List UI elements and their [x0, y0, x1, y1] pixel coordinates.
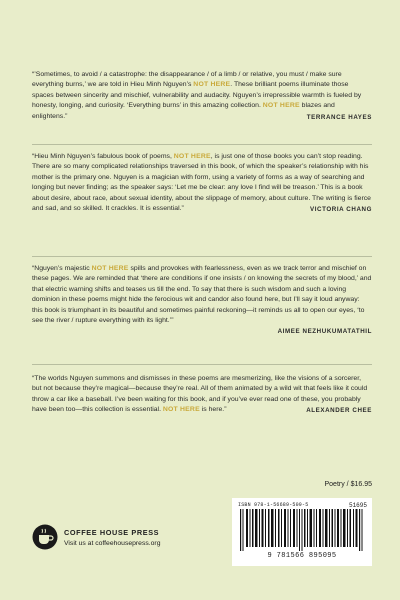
isbn-barcode — [232, 498, 372, 566]
publisher-url[interactable]: Visit us at coffeehousepress.org — [64, 540, 161, 547]
blurb-4-author: ALEXANDER CHEE — [306, 407, 372, 415]
barcode-digits: 9 781566 895095 — [267, 552, 337, 560]
coffee-cup-logo-icon — [32, 524, 58, 550]
blurb-2-text: “Hieu Minh Nguyen’s fabulous book of poems, NOT HERE, is just one of those books you can’t stop reading. There are so many complicated relationships traversed in this book, of which the speaker’s relationship with his mother is the primary one. Nguyen is a magician with form, using a variety of forms as a way of searching and longing but never finding; as the speaker says: ‘Let me be clear: any love I find will be treason.’ This is a book about desire, about race, about sexual identity, about the slippage of memory, about culture. The writing is fierce and sad, and so skilled. It crackles. It is essential.” VICTORIA CHANG — [32, 152, 372, 214]
blurb-3-text: “Nguyen’s majestic NOT HERE spills and provokes with fearlessness, even as we track terror and mischief on these pages. We are reminded that ‘there are conditions if one insists / on knowing the secrets of my blood,’ and that electric warning shifts and teases us till the end. To say that there is such wisdom and such a loving dominion in these poems might hide the ferocious wit and candor also found here, but I’ll say it loud anyway: this book is triumphant in its beautiful and sometimes painful reckoning—it reminds us all to open our eyes, ‘to see the river / rupture everything with its light.’” — [32, 265, 372, 325]
price-code: 51695 — [348, 502, 367, 509]
isbn-label: ISBN 978-1-56689-509-5 — [238, 502, 309, 508]
divider-1 — [32, 144, 372, 145]
publisher-block — [32, 524, 232, 564]
barcode-bars-icon — [238, 509, 366, 551]
blurb-1-text: “’Sometimes, to avoid / a catastrophe: the disappearance / of a limb / or relative, you must / make sure everything burns,’ we are told in Hieu Minh Nguyen’s NOT HERE. These brilliant poems illuminate those spaces between sincerity and mischief, vulnerability and audacity. Nguyen’s irrepressible warmth is fueled by honesty, longing, and curiosity. ‘Everything burns’ in this amazing collection. NOT HERE blazes and enlightens.” TERRANCE HAYES — [32, 70, 372, 122]
divider-3 — [32, 364, 372, 365]
blurb-4 — [32, 374, 372, 417]
blurb-3 — [32, 264, 372, 338]
blurb-2-author: VICTORIA CHANG — [309, 206, 372, 214]
blurb-2 — [32, 152, 372, 215]
blurb-4-text: “The worlds Nguyen summons and dismisses in these poems are mesmerizing, like the visions of a sorcerer, but not because they’re magical—because they’re real. All of them animated by a wild wit that feels like it could throw a car like a baseball. I’ve been waiting for this book, and if you’ve ever read one of these, you probably have been too—this collection is essential. NOT HERE is here.” ALEXANDER CHEE — [32, 374, 372, 416]
price-category: Poetry — [324, 481, 345, 488]
publisher-name: COFFEE HOUSE PRESS — [64, 528, 160, 537]
blurb-1 — [32, 70, 372, 123]
price-label: Poetry / $16.95 — [324, 481, 372, 488]
blurb-3-author: AIMEE NEZHUKUMATATHIL — [277, 328, 372, 336]
blurb-1-author: TERRANCE HAYES — [306, 113, 372, 121]
price-amount: $16.95 — [350, 481, 372, 488]
divider-2 — [32, 256, 372, 257]
